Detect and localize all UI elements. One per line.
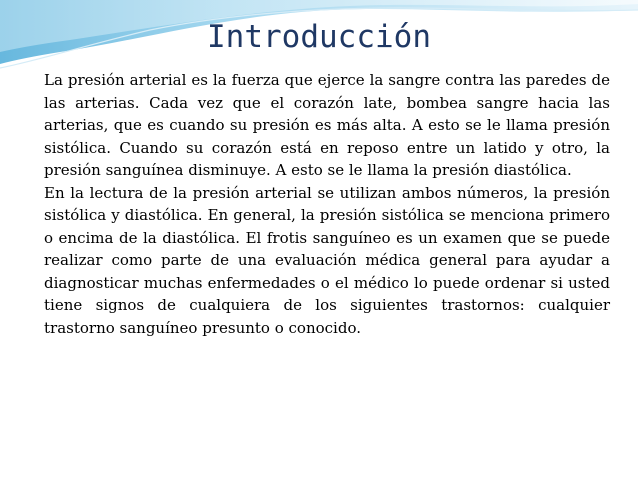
slide-title: Introducción	[207, 19, 431, 55]
paragraph-2: En la lectura de la presión arterial se utilizan ambos números, la presión sistólica y diastólica. En general, la presión sistólica se menciona primero o encima de la diastólica. El frotis sanguíneo es un examen que se puede realizar como parte de una evaluación médica general para ayudar a diagnosticar muchas enfermedades o el médico lo puede ordenar si usted tiene signos de cualquiera de los siguientes trastornos: cualquier trastorno sanguíneo presunto o conocido.	[44, 183, 610, 337]
paragraph-1: La presión arterial es la fuerza que ejerce la sangre contra las paredes de las arterias. Cada vez que el corazón late, bombea sangre hacia las arterias, que es cuando su presión es más alta. A esto se le llama presión sistólica. Cuando su corazón está en reposo entre un latido y otro, la presión sanguínea disminuye. A esto se le llama la presión diastólica.	[44, 71, 610, 179]
slide-body	[44, 69, 610, 339]
